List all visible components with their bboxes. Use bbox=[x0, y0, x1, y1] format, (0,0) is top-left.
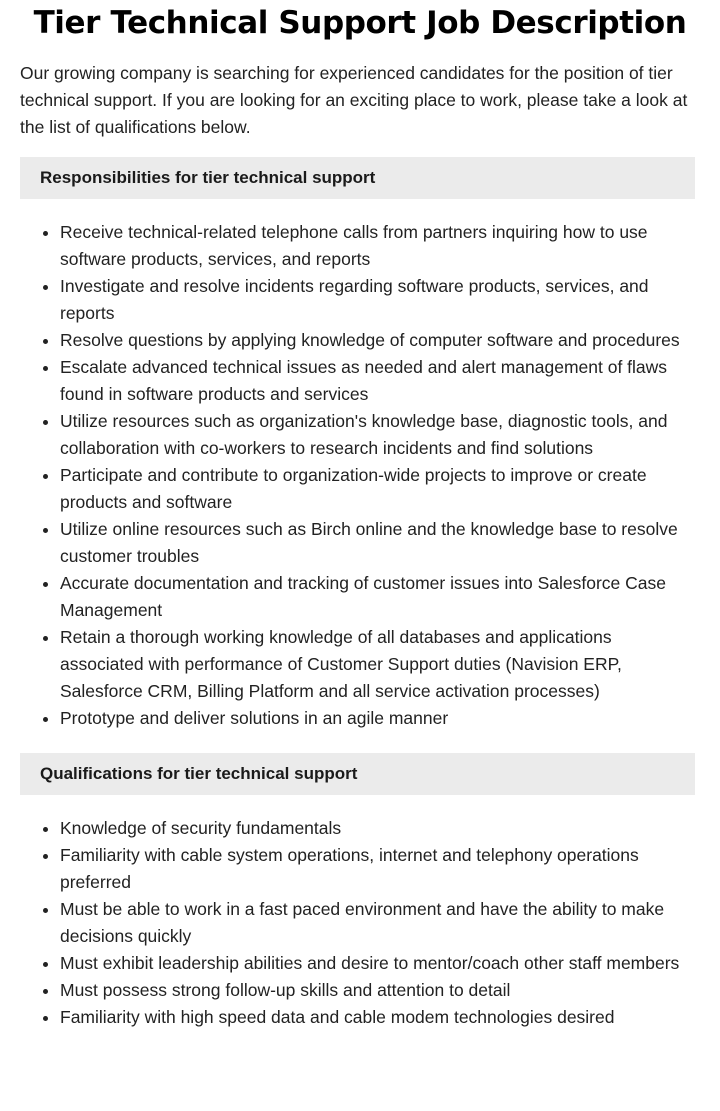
responsibilities-heading: Responsibilities for tier technical support bbox=[40, 168, 376, 187]
list-item: Must exhibit leadership abilities and desire to mentor/coach other staff members bbox=[60, 950, 695, 977]
responsibilities-list bbox=[20, 219, 695, 732]
list-item: Knowledge of security fundamentals bbox=[60, 815, 695, 842]
page-title: Tier Technical Support Job Description bbox=[33, 5, 687, 41]
list-item: Must be able to work in a fast paced environment and have the ability to make decisions quickly bbox=[60, 896, 695, 950]
list-item: Retain a thorough working knowledge of all databases and applications associated with performance of Customer Support duties (Navision ERP, Salesforce CRM, Billing Platform and all service activation processes) bbox=[60, 624, 695, 705]
list-item: Must possess strong follow-up skills and attention to detail bbox=[60, 977, 695, 1004]
qualifications-section-header bbox=[20, 753, 695, 795]
list-item: Escalate advanced technical issues as needed and alert management of flaws found in software products and services bbox=[60, 354, 695, 408]
list-item: Accurate documentation and tracking of customer issues into Salesforce Case Management bbox=[60, 570, 695, 624]
list-item: Prototype and deliver solutions in an agile manner bbox=[60, 705, 695, 732]
list-item: Investigate and resolve incidents regarding software products, services, and reports bbox=[60, 273, 695, 327]
intro-paragraph: Our growing company is searching for experienced candidates for the position of tier technical support. If you are looking for an exciting place to work, please take a look at the list of qualifications below. bbox=[20, 63, 688, 137]
list-item: Familiarity with high speed data and cable modem technologies desired bbox=[60, 1004, 695, 1031]
list-item: Receive technical-related telephone calls from partners inquiring how to use software products, services, and reports bbox=[60, 219, 695, 273]
list-item: Utilize resources such as organization's knowledge base, diagnostic tools, and collaboration with co-workers to research incidents and find solutions bbox=[60, 408, 695, 462]
responsibilities-section-header bbox=[20, 157, 695, 199]
qualifications-heading: Qualifications for tier technical support bbox=[40, 764, 358, 783]
list-item: Resolve questions by applying knowledge of computer software and procedures bbox=[60, 327, 695, 354]
list-item: Participate and contribute to organization-wide projects to improve or create products and software bbox=[60, 462, 695, 516]
section-spacer bbox=[0, 732, 720, 737]
list-item: Utilize online resources such as Birch online and the knowledge base to resolve customer troubles bbox=[60, 516, 695, 570]
list-item: Familiarity with cable system operations, internet and telephony operations preferred bbox=[60, 842, 695, 896]
qualifications-list bbox=[20, 815, 695, 1031]
